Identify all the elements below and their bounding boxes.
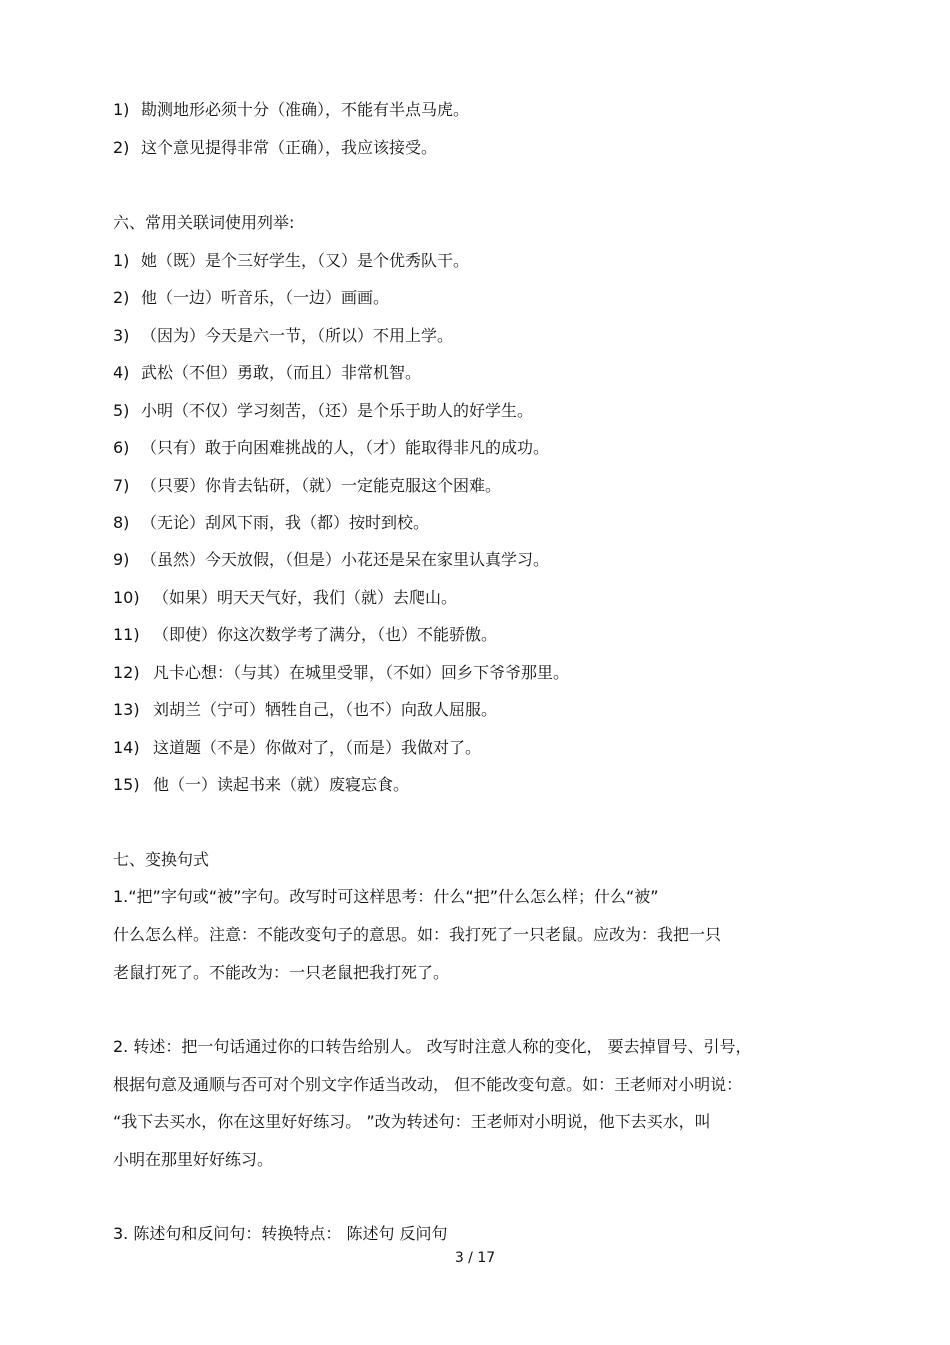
paragraph-line: 什么怎么样。注意：不能改变句子的意思。如：我打死了一只老鼠。应改为：我把一只 xyxy=(113,925,722,944)
item-number: 5) xyxy=(113,401,130,420)
list-item xyxy=(113,663,569,683)
list-item xyxy=(113,326,453,346)
list-item xyxy=(113,288,389,308)
item-text: （如果）明天天气好，我们（就）去爬山。 xyxy=(153,588,458,607)
paragraph-line: 2. 转述：把一句话通过你的口转告给别人。 改写时注意人称的变化， 要去掉冒号、引号， xyxy=(113,1037,752,1056)
list-item xyxy=(113,738,481,758)
item-text: （无论）刮风下雨，我（都）按时到校。 xyxy=(141,513,430,532)
list-item xyxy=(113,476,501,496)
item-number: 6) xyxy=(113,438,130,457)
paragraph-line: 老鼠打死了。不能改为：一只老鼠把我打死了。 xyxy=(113,963,450,982)
paragraph-line: “我下去买水，你在这里好好练习。 ”改为转述句：王老师对小明说，他下去买水，叫 xyxy=(113,1112,711,1131)
item-number: 10) xyxy=(113,588,140,607)
item-number: 8) xyxy=(113,513,130,532)
item-text: 这个意见提得非常（正确），我应该接受。 xyxy=(141,138,438,157)
item-text: 刘胡兰（宁可）牺牲自己，（也不）向敌人屈服。 xyxy=(153,700,498,719)
section7-heading: 七、变换句式 xyxy=(113,850,210,869)
list-item xyxy=(113,438,549,458)
item-text: 小明（不仅）学习刻苦，（还）是个乐于助人的好学生。 xyxy=(141,401,534,420)
item-number: 11) xyxy=(113,625,140,644)
paragraph-line: 1.“把”字句或“被”字句。改写时可这样思考：什么“把”什么怎么样；什么“被” xyxy=(113,887,659,906)
item-number: 2) xyxy=(113,288,130,307)
list-item xyxy=(113,588,457,608)
item-text: 这道题（不是）你做对了，（而是）我做对了。 xyxy=(153,738,482,757)
item-number: 15) xyxy=(113,775,140,794)
item-number: 2) xyxy=(113,138,130,157)
list-item xyxy=(113,251,469,271)
item-number: 7) xyxy=(113,476,130,495)
paragraph-line: 小明在那里好好练习。 xyxy=(113,1150,274,1169)
item-text: （只要）你肯去钻研，（就）一定能克服这个困难。 xyxy=(141,476,502,495)
list-item xyxy=(113,513,429,533)
item-number: 1) xyxy=(113,251,130,270)
item-text: 武松（不但）勇敢，（而且）非常机智。 xyxy=(141,363,422,382)
item-number: 3) xyxy=(113,326,130,345)
page-number: 3 / 17 xyxy=(454,1250,496,1266)
paragraph-line: 3. 陈述句和反问句：转换特点： 陈述句 反问句 xyxy=(113,1224,448,1243)
item-text: （因为）今天是六一节，（所以）不用上学。 xyxy=(141,326,454,345)
list-item xyxy=(113,138,437,158)
item-number: 14) xyxy=(113,738,140,757)
item-number: 1) xyxy=(113,100,130,119)
list-item xyxy=(113,550,549,570)
item-text: （虽然）今天放假，（但是）小花还是呆在家里认真学习。 xyxy=(141,550,550,569)
list-item xyxy=(113,700,497,720)
item-text: 她（既）是个三好学生，（又）是个优秀队干。 xyxy=(141,251,470,270)
list-item xyxy=(113,625,497,645)
item-text: （即使）你这次数学考了满分，（也）不能骄傲。 xyxy=(153,625,498,644)
item-text: 勘测地形必须十分（准确），不能有半点马虎。 xyxy=(141,100,470,119)
item-number: 9) xyxy=(113,550,130,569)
item-text: 他（一边）听音乐，（一边）画画。 xyxy=(141,288,390,307)
list-item xyxy=(113,401,533,421)
list-item xyxy=(113,775,409,795)
item-number: 13) xyxy=(113,700,140,719)
section6-heading: 六、常用关联词使用列举: xyxy=(113,213,295,232)
item-text: （只有）敢于向困难挑战的人，（才）能取得非凡的成功。 xyxy=(141,438,550,457)
item-text: 他（一）读起书来（就）废寝忘食。 xyxy=(153,775,410,794)
list-item xyxy=(113,363,421,383)
paragraph-line: 根据句意及通顺与否可对个别文字作适当改动， 但不能改变句意。如：王老师对小明说： xyxy=(113,1075,743,1094)
item-number: 12) xyxy=(113,663,140,682)
item-number: 4) xyxy=(113,363,130,382)
list-item xyxy=(113,100,469,120)
item-text: 凡卡心想：（与其）在城里受罪，（不如）回乡下爷爷那里。 xyxy=(153,663,570,682)
